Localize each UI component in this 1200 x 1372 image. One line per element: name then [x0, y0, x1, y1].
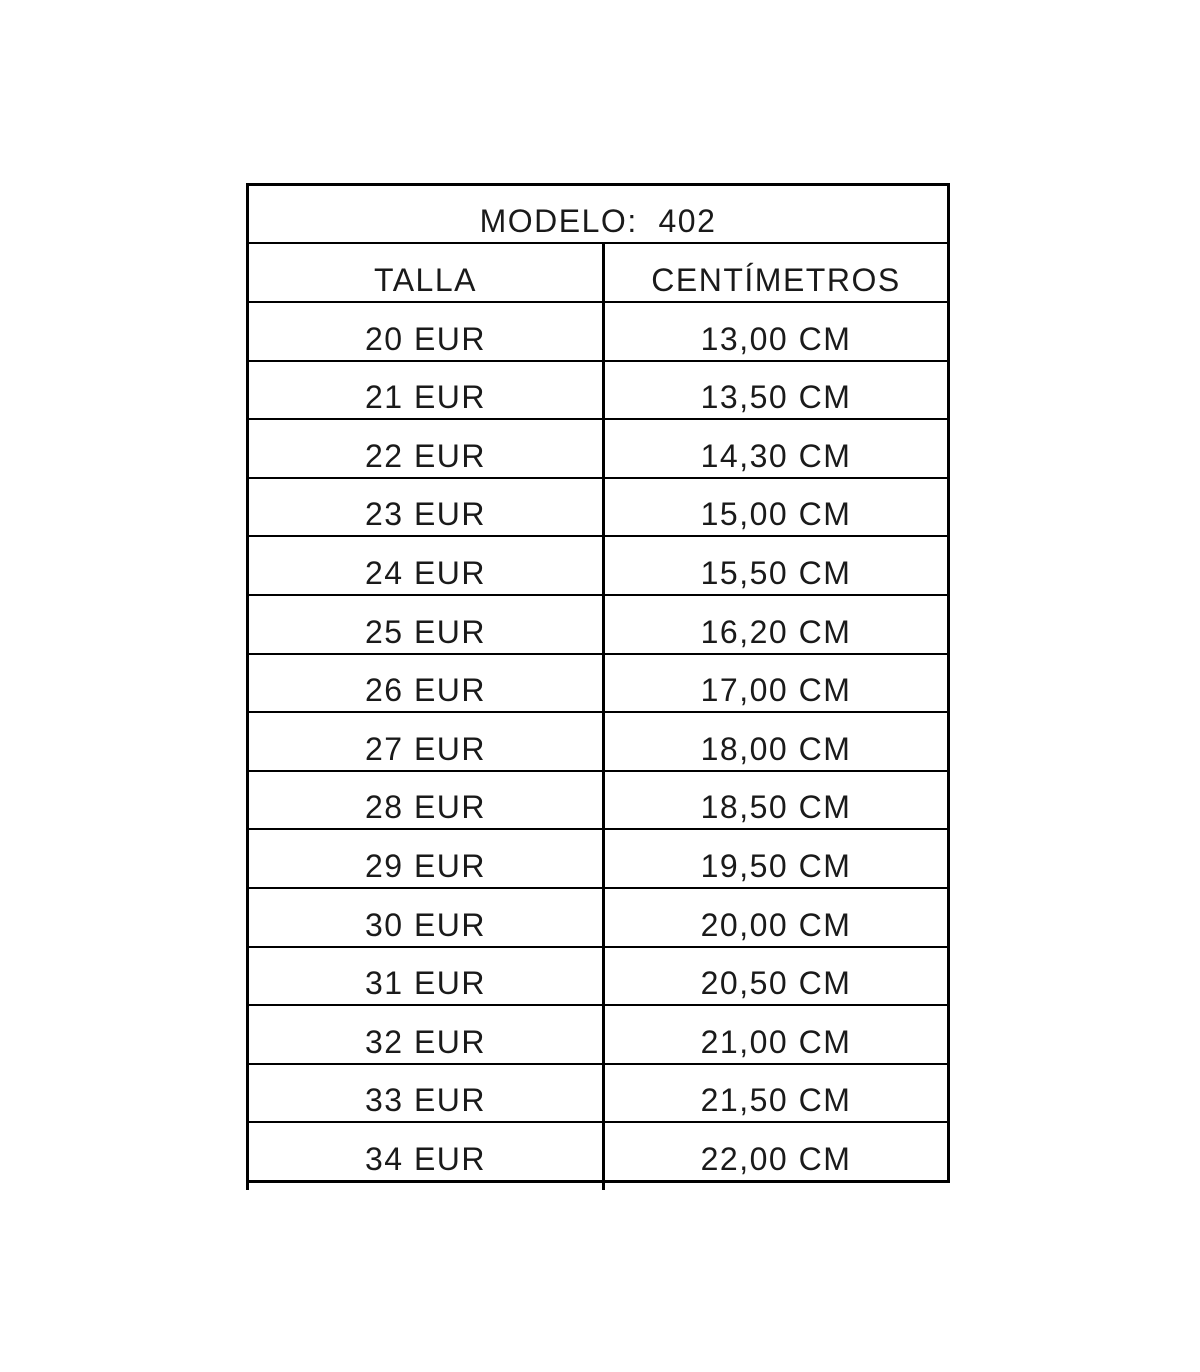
- table-body: [249, 301, 947, 1180]
- table-row: [249, 477, 947, 536]
- cm-cell: 21,50 CM: [602, 1065, 947, 1122]
- talla-cell: 27 EUR: [364, 730, 487, 767]
- size-chart: [246, 183, 950, 1183]
- cm-cell: 21,00 CM: [602, 1006, 947, 1063]
- table-header-row: [249, 242, 947, 301]
- talla-cell: 21 EUR: [364, 379, 487, 416]
- cm-cell: 19,50 CM: [602, 830, 947, 887]
- table-title: MODELO: 402: [479, 203, 717, 239]
- cm-cell: 22,00 CM: [602, 1123, 947, 1180]
- talla-cell: 20 EUR: [364, 320, 487, 357]
- talla-cell: 32 EUR: [364, 1023, 487, 1060]
- cm-cell: 18,00 CM: [602, 713, 947, 770]
- table-row: [249, 887, 947, 946]
- talla-cell: 31 EUR: [364, 965, 487, 1002]
- cm-cell: 15,00 CM: [602, 479, 947, 536]
- table-row: [249, 1004, 947, 1063]
- table-row: [249, 711, 947, 770]
- table-row: [249, 770, 947, 829]
- table-row: [249, 1063, 947, 1122]
- table-cutoff-stub-left: [246, 1183, 249, 1190]
- table-row: [249, 594, 947, 653]
- cm-cell: 20,50 CM: [602, 948, 947, 1005]
- talla-cell: 33 EUR: [364, 1082, 487, 1119]
- talla-cell: 25 EUR: [364, 613, 487, 650]
- table-row: [249, 828, 947, 887]
- talla-cell: 29 EUR: [364, 847, 487, 884]
- cm-cell: 20,00 CM: [602, 889, 947, 946]
- table-row: [249, 360, 947, 419]
- size-table: [246, 183, 950, 1183]
- talla-cell: 26 EUR: [364, 672, 487, 709]
- cm-cell: 13,50 CM: [602, 362, 947, 419]
- talla-cell: 28 EUR: [364, 789, 487, 826]
- column-header-talla: TALLA: [374, 262, 477, 298]
- column-header-centimetros: CENTÍMETROS: [602, 244, 947, 301]
- cm-cell: 18,50 CM: [602, 772, 947, 829]
- table-row: [249, 418, 947, 477]
- talla-cell: 22 EUR: [364, 437, 487, 474]
- table-row: [249, 653, 947, 712]
- table-cutoff-stub-center: [602, 1183, 605, 1190]
- cm-cell: 14,30 CM: [602, 420, 947, 477]
- cm-cell: 15,50 CM: [602, 537, 947, 594]
- table-row: [249, 946, 947, 1005]
- cm-cell: 17,00 CM: [602, 655, 947, 712]
- cm-cell: 16,20 CM: [602, 596, 947, 653]
- talla-cell: 24 EUR: [364, 554, 487, 591]
- table-row: [249, 1121, 947, 1180]
- talla-cell: 34 EUR: [364, 1140, 487, 1177]
- table-title-row: [249, 186, 947, 242]
- talla-cell: 23 EUR: [364, 496, 487, 533]
- table-row: [249, 301, 947, 360]
- cm-cell: 13,00 CM: [602, 303, 947, 360]
- talla-cell: 30 EUR: [364, 906, 487, 943]
- table-row: [249, 535, 947, 594]
